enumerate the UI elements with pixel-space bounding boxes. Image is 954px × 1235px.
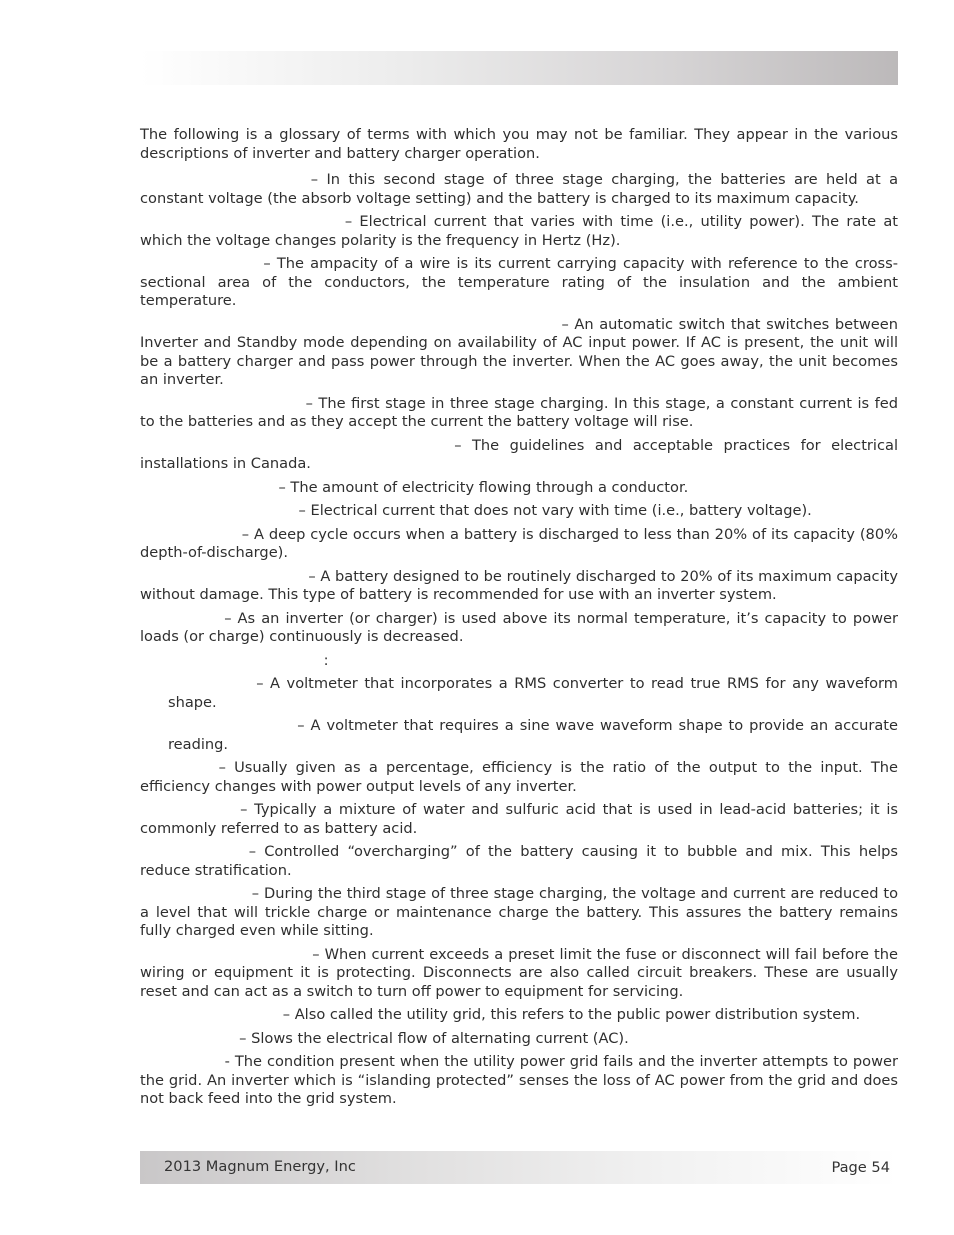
entry-term-space bbox=[140, 717, 291, 734]
entry-term-space bbox=[140, 675, 250, 692]
glossary-entry-impedance bbox=[140, 1030, 898, 1049]
entry-definition: – The amount of electricity flowing through a conductor. bbox=[278, 478, 689, 496]
entry-term-space bbox=[140, 213, 338, 230]
glossary-entry-absorb-charge bbox=[140, 171, 898, 208]
glossary-entry-islanding bbox=[140, 1053, 898, 1109]
glossary-entry-ampacity bbox=[140, 255, 898, 311]
entry-definition: – As an inverter (or charger) is used above its normal temperature, it’s capacity to power loads (or charge) continuously is decreased. bbox=[140, 609, 898, 645]
entry-term-space bbox=[140, 395, 300, 412]
entry-term-space bbox=[140, 526, 237, 543]
entry-definition: – Also called the utility grid, this refers to the public power distribution system. bbox=[282, 1006, 861, 1023]
glossary-intro: The following is a glossary of terms with which you may not be familiar. They appear in the various descriptions of inverter and battery charger operation. bbox=[140, 126, 898, 162]
entry-definition: – Electrical current that varies with time (i.e., utility power). The rate at which the voltage changes polarity is the frequency in Hertz (Hz). bbox=[140, 213, 899, 249]
entry-term-space bbox=[140, 946, 307, 963]
footer-page-number: Page 54 bbox=[831, 1159, 890, 1176]
entry-definition: : bbox=[323, 651, 329, 669]
entry-term-space bbox=[140, 885, 247, 902]
entry-term-space bbox=[140, 171, 302, 188]
entry-definition: – A voltmeter that requires a sine wave waveform shape to provide an accurate reading. bbox=[168, 717, 899, 753]
entry-term-space bbox=[140, 801, 233, 818]
glossary-entry-true-rms-dvm bbox=[140, 675, 898, 712]
glossary-entry-cec bbox=[140, 437, 898, 474]
entry-definition: – During the third stage of three stage charging, the voltage and current are reduced to a level that will trickle charge or maintenance charge the battery. This assures the battery remains fully charged even while sitting. bbox=[140, 885, 899, 939]
glossary-content bbox=[140, 126, 898, 1114]
glossary-entry-deep-cycle-battery bbox=[140, 568, 898, 605]
entry-definition: – The guidelines and acceptable practices for electrical installations in Canada. bbox=[140, 436, 899, 472]
footer-bar bbox=[140, 1151, 898, 1184]
glossary-entry-digital-volt-meters bbox=[140, 652, 898, 671]
entry-definition: – In this second stage of three stage charging, the batteries are held at a constant voltage (the absorb voltage setting) and the battery is charged to its maximum capacity. bbox=[140, 171, 899, 207]
entry-definition: – A voltmeter that incorporates a RMS converter to read true RMS for any waveform shape. bbox=[168, 675, 898, 711]
header-bar bbox=[140, 51, 898, 85]
entry-definition: – Controlled “overcharging” of the battery causing it to bubble and mix. This helps reduce stratification. bbox=[140, 843, 898, 879]
entry-term-space bbox=[140, 568, 304, 585]
glossary-entry-equalizing bbox=[140, 843, 898, 880]
glossary-entry-alternating-current bbox=[140, 213, 898, 250]
entry-definition: – A deep cycle occurs when a battery is discharged to less than 20% of its capacity (80% depth-of-discharge). bbox=[140, 525, 898, 561]
glossary-entry-bulk-charge bbox=[140, 395, 898, 432]
entry-term-space bbox=[140, 1006, 278, 1023]
entry-term-space bbox=[140, 502, 294, 519]
glossary-entry-grid bbox=[140, 1006, 898, 1025]
entry-term-space bbox=[140, 1053, 220, 1070]
entry-term-space bbox=[140, 479, 274, 496]
glossary-entry-transfer-switch bbox=[140, 316, 898, 390]
glossary-entry-average-responding-dvm bbox=[140, 717, 898, 754]
entry-definition: – Electrical current that does not vary with time (i.e., battery voltage). bbox=[298, 502, 812, 519]
entry-definition: – The first stage in three stage charging. In this stage, a constant current is fed to the batteries and as they accept the current the battery voltage will rise. bbox=[140, 394, 898, 430]
entry-definition: – Typically a mixture of water and sulfuric acid that is used in lead-acid batteries; it is commonly referred to as battery acid. bbox=[140, 801, 899, 837]
footer-copyright: 2013 Magnum Energy, Inc bbox=[164, 1158, 356, 1175]
entry-definition: – Slows the electrical flow of alternating current (AC). bbox=[239, 1029, 629, 1047]
glossary-entry-float-charge bbox=[140, 885, 898, 941]
entry-definition: – The ampacity of a wire is its current carrying capacity with reference to the cross-sectional area of the conductors, the temperature rating of the insulation and the ambient temperature. bbox=[140, 255, 898, 309]
entry-term-space bbox=[140, 610, 218, 627]
entry-definition: – Usually given as a percentage, efficiency is the ratio of the output to the input. The efficiency changes with power output levels of any inverter. bbox=[140, 759, 898, 795]
entry-term-space bbox=[140, 316, 556, 333]
glossary-entry-electrolyte bbox=[140, 801, 898, 838]
glossary-entry-fuses-disconnects bbox=[140, 946, 898, 1002]
entry-term-space bbox=[140, 843, 241, 860]
glossary-entry-deep-cycle bbox=[140, 526, 898, 563]
glossary-entry-efficiency bbox=[140, 759, 898, 796]
entry-definition: – An automatic switch that switches between Inverter and Standby mode depending on availability of AC input power. If AC is present, the unit will be a battery charger and pass power through the inverter. When the AC goes away, the unit becomes an inverter. bbox=[140, 315, 899, 388]
entry-definition: - The condition present when the utility power grid fails and the inverter attempts to power the grid. An inverter which is “islanding protected” senses the loss of AC power from the grid and does not back feed into the grid system. bbox=[140, 1053, 898, 1107]
entry-term-space bbox=[140, 759, 210, 776]
entry-term-space bbox=[140, 255, 257, 272]
entry-term-space bbox=[140, 437, 444, 454]
entry-definition: – When current exceeds a preset limit the fuse or disconnect will fail before the wiring or equipment it is protecting. Disconnects are also called circuit breakers. These are usually reset and can act as a switch to turn off power to equipment for servicing. bbox=[140, 945, 898, 1000]
glossary-entry-current bbox=[140, 479, 898, 498]
entry-definition: – A battery designed to be routinely discharged to 20% of its maximum capacity without damage. This type of battery is recommended for use with an inverter system. bbox=[140, 567, 898, 603]
glossary-entry-direct-current bbox=[140, 502, 898, 521]
entry-term-space bbox=[140, 652, 324, 669]
glossary-entry-derating bbox=[140, 610, 898, 647]
entry-term-space bbox=[140, 1030, 235, 1047]
